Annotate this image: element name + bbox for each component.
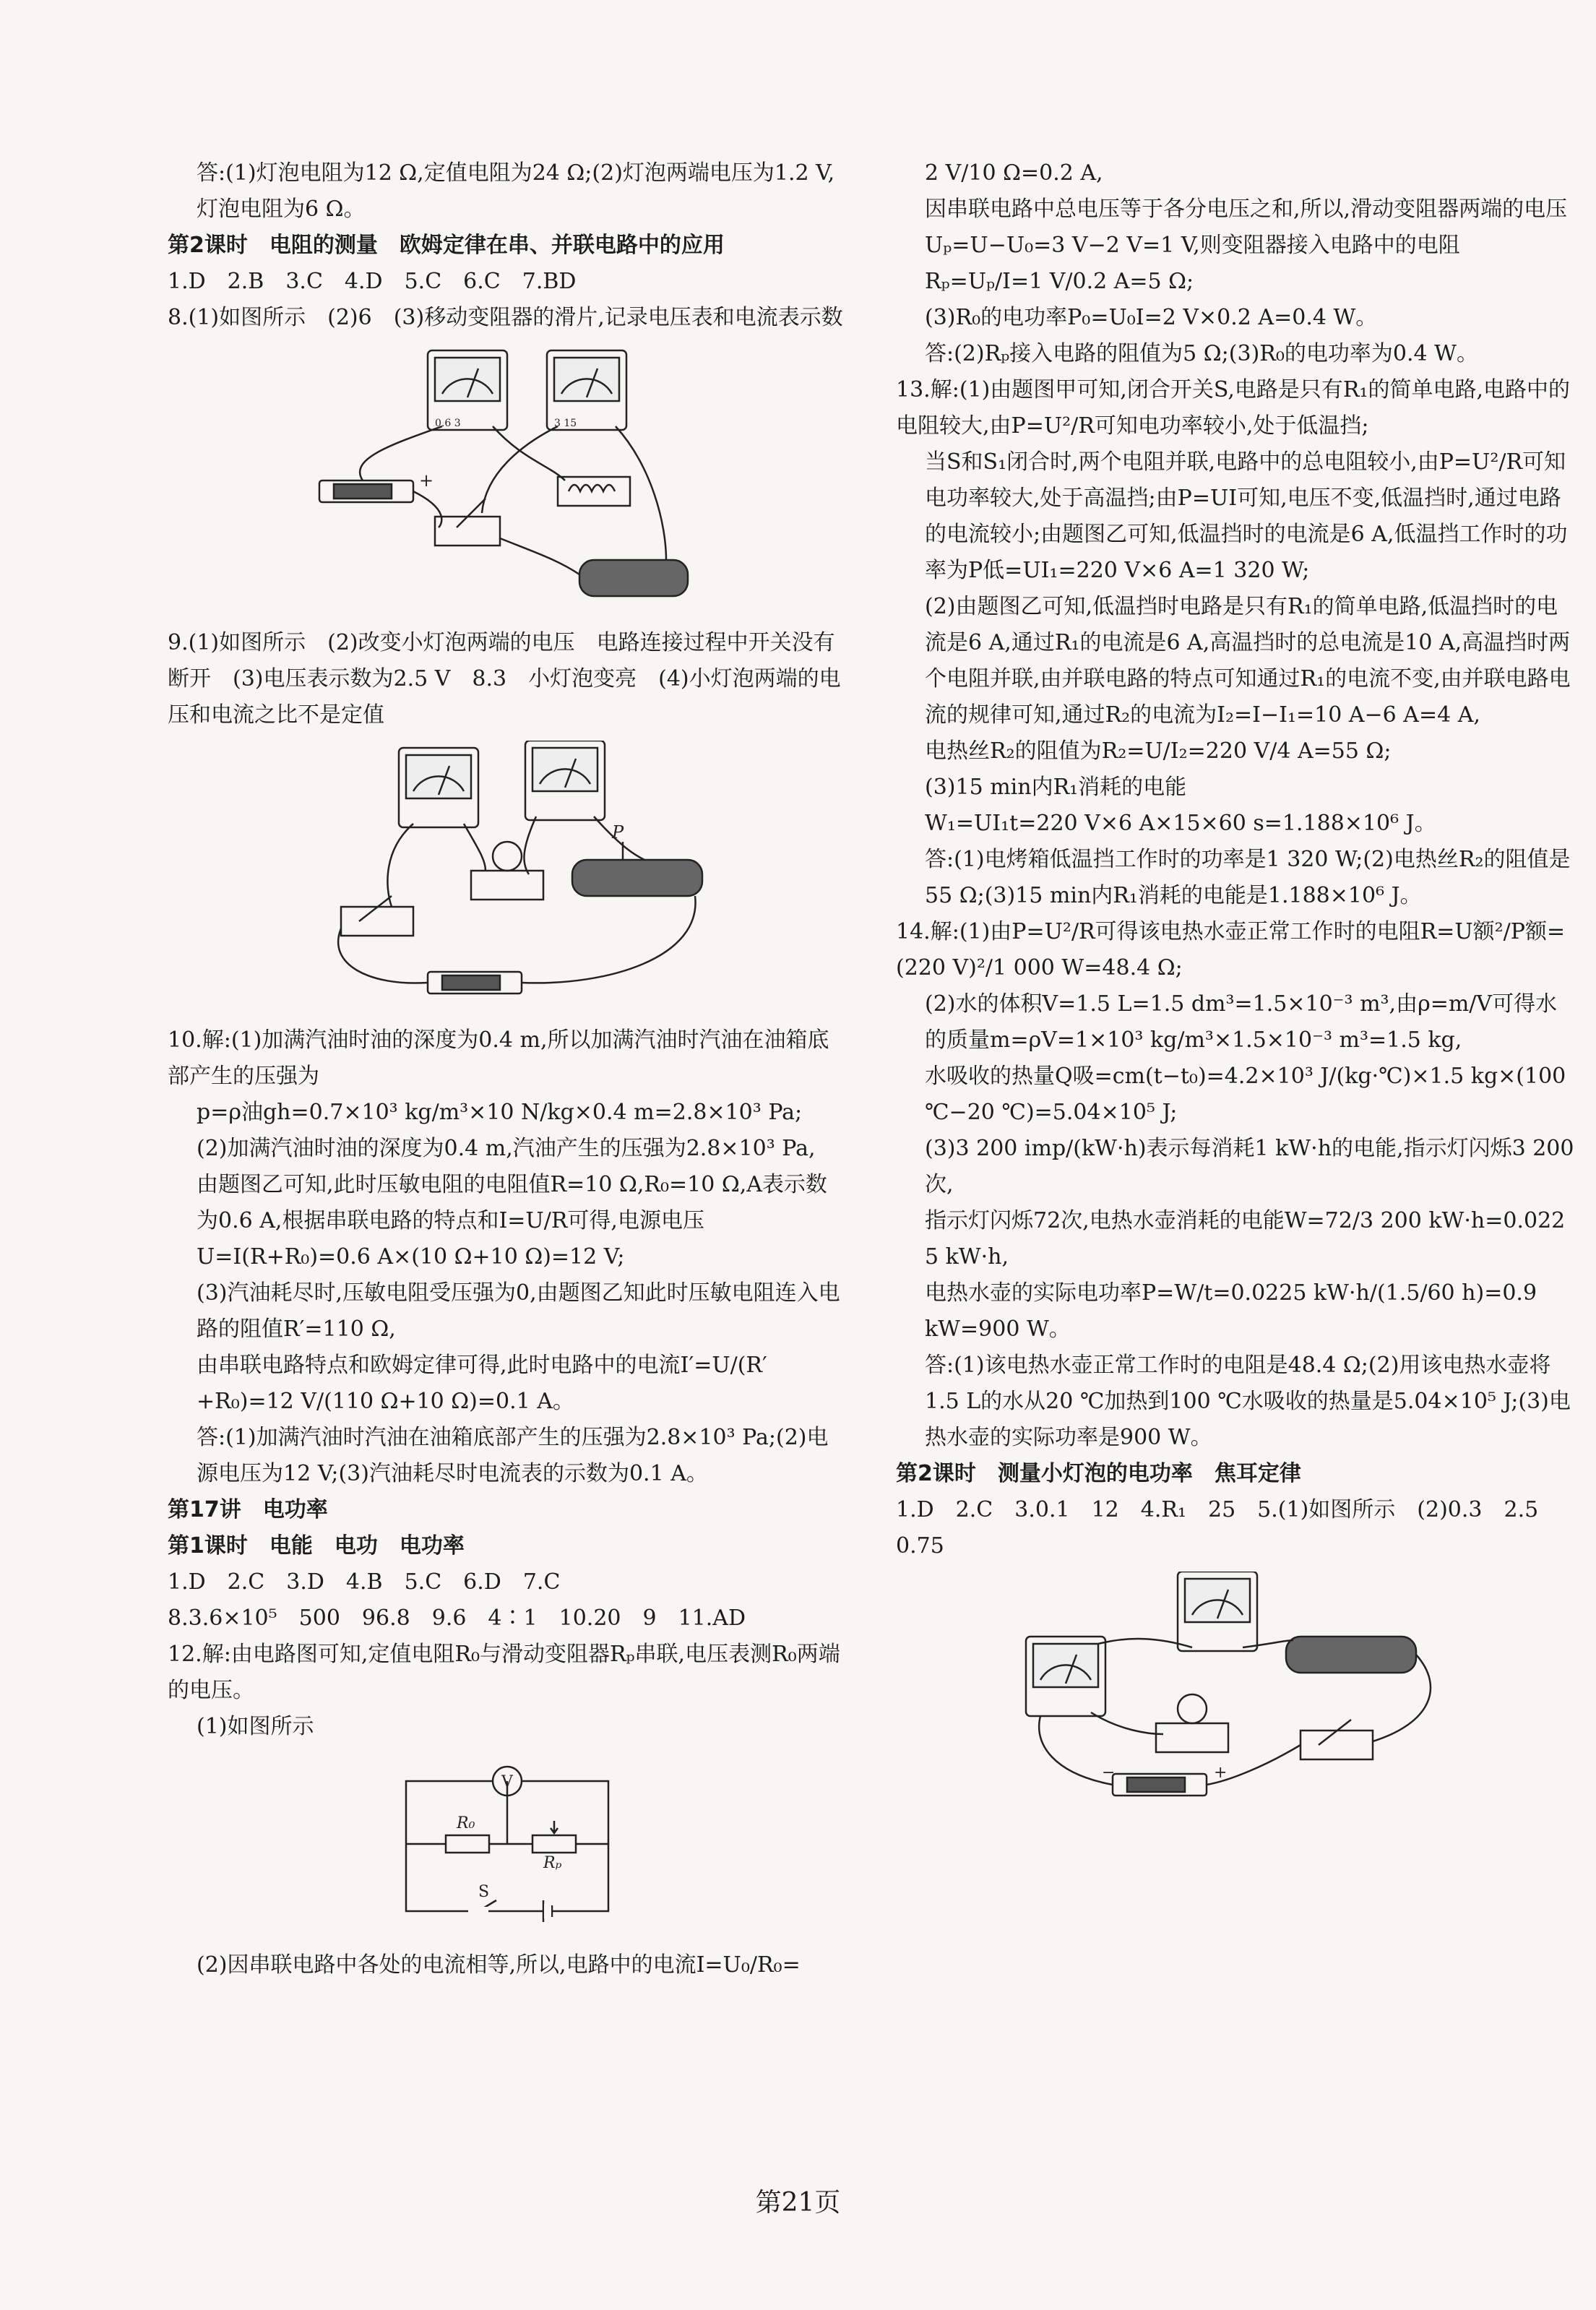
answer-paragraph: 因串联电路中总电压等于各分电压之和,所以,滑动变阻器两端的电压Uₚ=U−U₀=3 V−2 V=1 V,则变阻器接入电路中的电阻Rₚ=Uₚ/I=1 V/0.2 A=5 Ω; [925,197,1568,294]
answer-paragraph: p=ρ油gh=0.7×10³ kg/m³×10 N/kg×0.4 m=2.8×10³ Pa; [197,1100,803,1125]
section-heading: 第1课时 电能 电功 电功率 [168,1533,465,1559]
answer-paragraph: (3)汽油耗尽时,压敏电阻受压强为0,由题图乙知此时压敏电阻连入电路的阻值R′=110 Ω, [197,1280,840,1342]
answer-paragraph: 电热水壶的实际电功率P=W/t=0.0225 kW·h/(1.5/60 h)=0.9 kW=900 W。 [925,1280,1537,1342]
answer-paragraph: 指示灯闪烁72次,电热水壶消耗的电能W=72/3 200 kW·h=0.022 5 kW·h, [925,1208,1566,1270]
answer-paragraph: 12.解:由电路图可知,定值电阻R₀与滑动变阻器Rₚ串联,电压表测R₀两端的电压。 [168,1642,840,1703]
answer-paragraph: 8.3.6×10⁵ 500 96.8 9.6 4∶1 10.20 9 11.AD [168,1606,746,1631]
answer-paragraph: 1.D 2.B 3.C 4.D 5.C 6.C 7.BD [168,269,577,294]
circuit-figure-12 [377,1752,637,1940]
answer-paragraph: 2 V/10 Ω=0.2 A, [925,160,1103,186]
answer-paragraph: 答:(1)该电热水壶正常工作时的电阻是48.4 Ω;(2)用该电热水壶将1.5 L的水从20 ℃加热到100 ℃水吸收的热量是5.04×10⁵ J;(3)电热水壶的实际功率是900 W。 [925,1353,1571,1450]
answer-paragraph: (3)R₀的电功率P₀=U₀I=2 V×0.2 A=0.4 W。 [925,305,1378,330]
svg-text:3 15: 3 15 [554,418,577,429]
svg-text:0.6 3: 0.6 3 [435,418,461,429]
answer-paragraph: 14.解:(1)由P=U²/R可得该电热水壶正常工作时的电阻R=U额²/P额=(220 V)²/1 000 W=48.4 Ω; [896,919,1566,981]
answer-paragraph: 1.D 2.C 3.0.1 12 4.R₁ 25 5.(1)如图所示 (2)0.3 2.5 0.75 [896,1497,1561,1559]
svg-text:+: + [419,470,434,491]
answer-paragraph: (2)水的体积V=1.5 L=1.5 dm³=1.5×10⁻³ m³,由ρ=m/V可得水的质量m=ρV=1×10³ kg/m³×1.5×10⁻³ m³=1.5 kg, [925,991,1558,1053]
answer-paragraph: 答:(1)加满汽油时汽油在油箱底部产生的压强为2.8×10³ Pa;(2)电源电压为12 V;(3)汽油耗尽时电流表的示数为0.1 A。 [197,1425,829,1486]
answer-paragraph: 1.D 2.C 3.D 4.B 5.C 6.D 7.C [168,1569,561,1595]
page-number: 第21页 [755,2188,841,2218]
answer-paragraph: 9.(1)如图所示 (2)改变小灯泡两端的电压 电路连接过程中开关没有断开 (3)电压表示数为2.5 V 8.3 小灯泡变亮 (4)小灯泡两端的电压和电流之比不是定值 [168,630,841,728]
answer-paragraph: 8.(1)如图所示 (2)6 (3)移动变阻器的滑片,记录电压表和电流表示数 [168,305,843,330]
svg-text:Rₚ: Rₚ [543,1854,562,1872]
answer-paragraph: 答:(2)Rₚ接入电路的阻值为5 Ω;(3)R₀的电功率为0.4 W。 [925,341,1478,366]
answer-paragraph: (2)因串联电路中各处的电流相等,所以,电路中的电流I=U₀/R₀= [197,1952,801,1978]
answer-paragraph: (3)3 200 imp/(kW·h)表示每消耗1 kW·h的电能,指示灯闪烁3 200次, [925,1136,1574,1197]
section-heading: 第2课时 电阻的测量 欧姆定律在串、并联电路中的应用 [168,233,725,258]
answer-paragraph: 由串联电路特点和欧姆定律可得,此时电路中的电流I′=U/(R′+R₀)=12 V/(110 Ω+10 Ω)=0.1 A。 [197,1353,767,1414]
answer-paragraph: (1)如图所示 [197,1714,314,1739]
answer-paragraph: 电热丝R₂的阻值为R₂=U/I₂=220 V/4 A=55 Ω; [925,738,1392,764]
answer-paragraph: 13.解:(1)由题图甲可知,闭合开关S,电路是只有R₁的简单电路,电路中的电阻较大,由P=U²/R可知电功率较小,处于低温挡; [896,377,1571,439]
svg-text:P: P [612,822,624,842]
svg-text:−: − [1102,1764,1116,1782]
left-column [168,155,847,1983]
answer-paragraph: 答:(1)电烤箱低温挡工作时的功率是1 320 W;(2)电热丝R₂的阻值是55 Ω;(3)15 min内R₁消耗的电能是1.188×10⁶ J。 [925,847,1571,908]
answer-paragraph: 水吸收的热量Q吸=cm(t−t₀)=4.2×10³ J/(kg·℃)×1.5 kg×(100 ℃−20 ℃)=5.04×10⁵ J; [925,1064,1566,1125]
svg-text:V: V [501,1773,513,1791]
answer-paragraph: 答:(1)灯泡电阻为12 Ω,定值电阻为24 Ω;(2)灯泡两端电压为1.2 V,灯泡电阻为6 Ω。 [197,160,835,222]
answer-paragraph: (2)由题图乙可知,低温挡时电路是只有R₁的简单电路,低温挡时的电流是6 A,通过R₁的电流是6 A,高温挡时的总电流是10 A,高温挡时两个电阻并联,由并联电路的特点可知通过R₁的电流不变,由并联电路电流的规律可知,通过R₂的电流为I₂=I−I₁=10 A−6 A=4 A, [925,594,1571,728]
answer-paragraph: (3)15 min内R₁消耗的电能 [925,775,1187,800]
section-heading: 第2课时 测量小灯泡的电功率 焦耳定律 [896,1461,1301,1486]
svg-text:S: S [478,1883,490,1901]
circuit-figure-8 [305,343,709,618]
right-column [896,155,1575,1817]
svg-text:+: + [1214,1764,1228,1782]
answer-paragraph: 当S和S₁闭合时,两个电阻并联,电路中的总电阻较小,由P=U²/R可知电功率较大,处于高温挡;由P=UI可知,电压不变,低温挡时,通过电路的电流较小;由题图乙可知,低温挡时的电流是6 A,低温挡工作时的功率为P低=UI₁=220 V×6 A=1 320 W; [925,449,1568,583]
answer-paragraph: (2)加满汽油时油的深度为0.4 m,汽油产生的压强为2.8×10³ Pa, [197,1136,816,1161]
answer-paragraph: W₁=UI₁t=220 V×6 A×15×60 s=1.188×10⁶ J。 [925,811,1436,836]
section-heading: 第17讲 电功率 [168,1497,328,1522]
circuit-figure-5 [1011,1572,1459,1810]
answer-paragraph: 由题图乙可知,此时压敏电阻的电阻值R=10 Ω,R₀=10 Ω,A表示数为0.6 A,根据串联电路的特点和I=U/R可得,电源电压U=I(R+R₀)=0.6 A×(10 Ω+10 Ω)=12 V; [197,1172,827,1270]
circuit-figure-9 [283,741,731,1015]
answer-paragraph: 10.解:(1)加满汽油时油的深度为0.4 m,所以加满汽油时汽油在油箱底部产生的压强为 [168,1027,829,1089]
svg-text:R₀: R₀ [457,1814,475,1832]
